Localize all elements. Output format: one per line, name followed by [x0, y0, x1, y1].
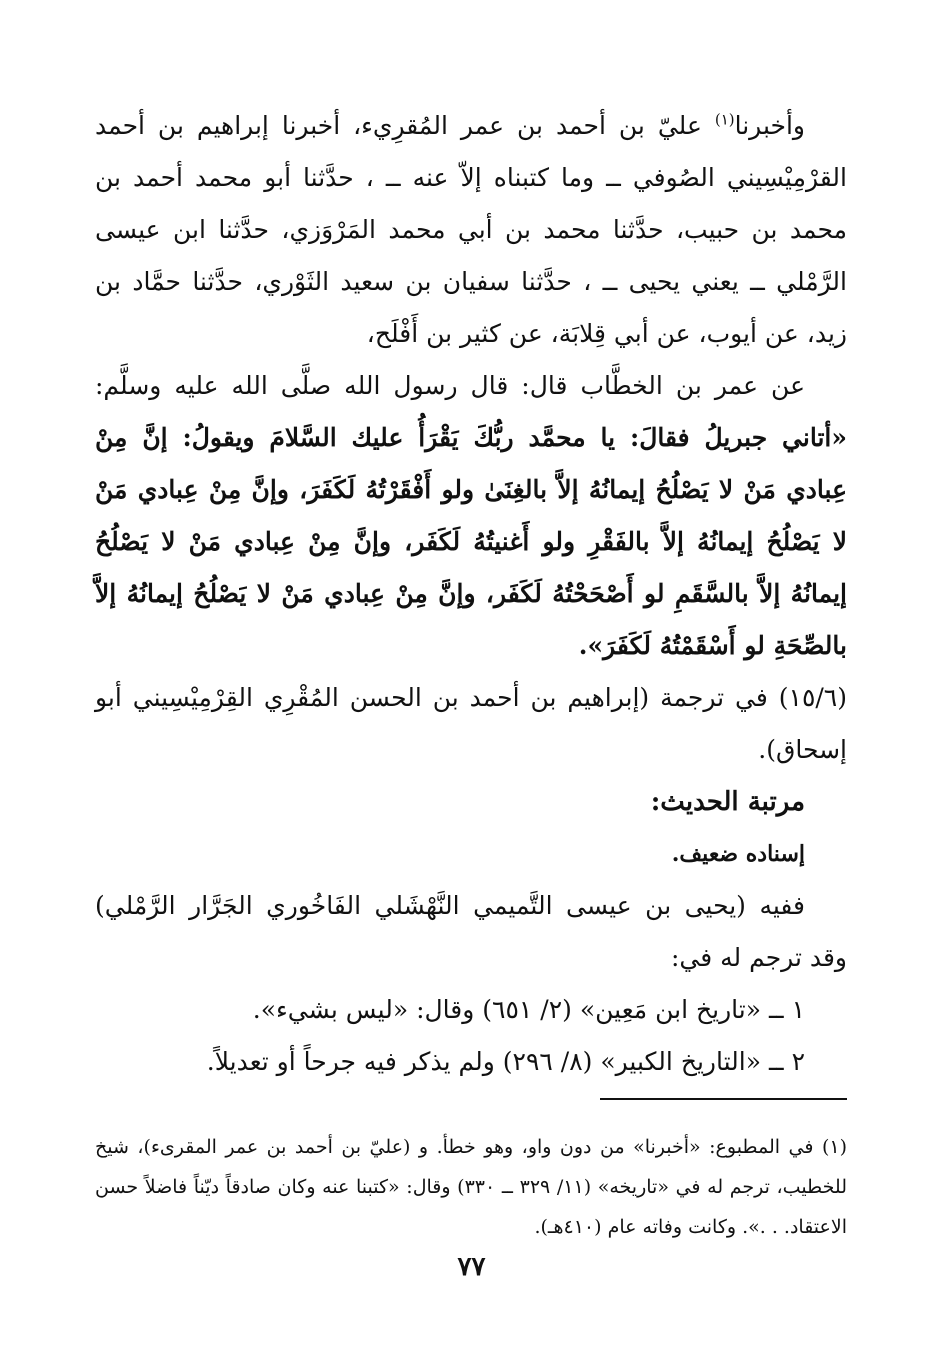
- list-item: ٢ ــ «التاريخ الكبير» (٨/ ٢٩٦) ولم يذكر فيه جرحاً أو تعديلاً.: [206, 1047, 805, 1076]
- hadith-paragraph: [95, 360, 847, 672]
- page-body: [95, 100, 847, 1088]
- narrator-note: ففيه (يحيى بن عيسى التَّميمي النَّهْشَلي الفَاخُوري الجَرَّار الرَّمْلي) وقد ترجم له في:: [95, 891, 847, 972]
- page-number: ٧٧: [457, 1252, 486, 1282]
- isnad-opening: وأخبرنا: [734, 111, 805, 140]
- source-reference: (١٥/٦) في ترجمة (إبراهيم بن أحمد بن الحسن المُقْرِي القِرْمِيْسِيني أبو إسحاق).: [95, 683, 847, 764]
- isnad-paragraph: [95, 100, 847, 360]
- footnote-text: (١) في المطبوع: «أخبرنا» من دون واو، وهو خطأ. و (عليّ بن أحمد بن عمر المقرىء)، شيخ للخطيب، ترجم له في «تاريخه» (١١/ ٣٢٩ ــ ٣٣٠) وقال: «كتبنا عنه وكان صادقاً ديّناً فاضلاً حسن الاعتقاد. . .». وكانت وفاته عام (٤١٠هـ).: [95, 1136, 847, 1238]
- list-item: ١ ــ «تاريخ ابن مَعِين» (٢/ ٦٥١) وقال: «ليس بشيء».: [252, 995, 805, 1024]
- footnote-marker[interactable]: (١): [714, 110, 735, 129]
- hadith-text: «أتاني جبريلُ فقالَ: يا محمَّد ربُّكَ يَقْرَأُ عليك السَّلامَ ويقولُ: إنَّ مِنْ عِبادي مَنْ لا يَصْلُحُ إيمانُهُ إلاَّ بالغِنَىٰ ولو أَفْقَرْتُهُ لَكَفَرَ، وإنَّ مِنْ عِبادي مَنْ لا يَصْلُحُ إيمانُهُ إلاَّ بالفَقْرِ ولو أَغنيتُهُ لَكَفَر، وإنَّ مِنْ عِبادي مَنْ لا يَصْلُحُ إيمانُهُ إلاَّ بالسَّقَمِ لو أَصْحَحْتُهُ لَكَفَر، وإنَّ مِنْ عِبادي مَنْ لا يَصْلُحُ إيمانُهُ إلاَّ بالصِّحَةِ لو أَسْقَمْتُهُ لَكَفَرَ».: [95, 423, 847, 660]
- grade-heading: مرتبة الحديث:: [650, 787, 805, 817]
- hadith-intro: عن عمر بن الخطَّاب قال: قال رسول الله صلَّى الله عليه وسلَّم:: [95, 371, 805, 400]
- footnote-divider: [600, 1098, 847, 1100]
- isnad-chain: عليّ بن أحمد بن عمر المُقرِيء، أخبرنا إبراهيم بن أحمد القرْمِيْسِيني الصُوفي ــ وما كتبناه إلاّ عنه ــ ، حدَّثنا أبو محمد أحمد بن محمد بن حبيب، حدَّثنا محمد بن أبي محمد المَرْوَزي، حدَّثنا ابن عيسى الرَّمْلي ــ يعني يحيى ــ ، حدَّثنا سفيان بن سعيد الثَوْري، حدَّثنا حمَّاد بن زيد، عن أيوب، عن أبي قِلابَة، عن كثير بن أَفْلَح،: [95, 111, 847, 348]
- grade-text: إسناده ضعيف.: [671, 841, 805, 867]
